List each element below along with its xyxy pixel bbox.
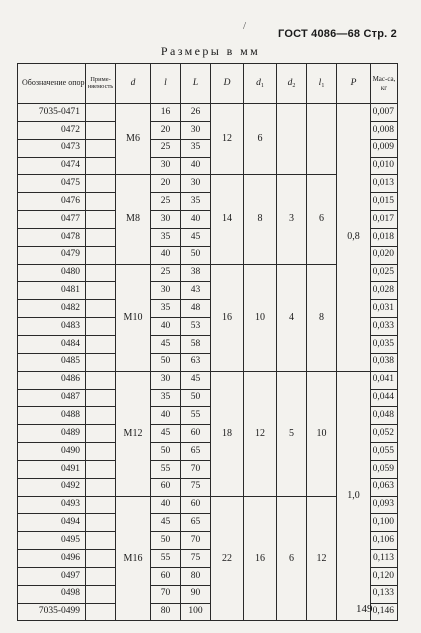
length-l-cell: 55 xyxy=(151,550,181,568)
designation-cell: 0480 xyxy=(18,264,86,282)
length-L-cell: 35 xyxy=(181,139,211,157)
col-L: L xyxy=(181,64,211,104)
mass-cell: 0,035 xyxy=(371,335,398,353)
length-L-cell: 50 xyxy=(181,246,211,264)
length-l-cell: 40 xyxy=(151,496,181,514)
designation-cell: 0486 xyxy=(18,371,86,389)
length-L-cell: 48 xyxy=(181,300,211,318)
application-cell xyxy=(86,264,116,282)
col-designation: Обозначение опор xyxy=(18,64,86,104)
mass-cell: 0,008 xyxy=(371,121,398,139)
designation-cell: 0483 xyxy=(18,318,86,336)
length-L-cell: 75 xyxy=(181,550,211,568)
application-cell xyxy=(86,532,116,550)
diameter-D-cell: 22 xyxy=(211,496,244,621)
length-L-cell: 30 xyxy=(181,121,211,139)
margin-mark: / xyxy=(243,20,247,32)
length-l-cell: 45 xyxy=(151,514,181,532)
application-cell xyxy=(86,139,116,157)
mass-cell: 0,100 xyxy=(371,514,398,532)
application-cell xyxy=(86,550,116,568)
designation-cell: 0490 xyxy=(18,443,86,461)
designation-cell: 0481 xyxy=(18,282,86,300)
standard-number: ГОСТ 4086—68 xyxy=(278,28,361,40)
mass-cell: 0,059 xyxy=(371,460,398,478)
application-cell xyxy=(86,443,116,461)
mass-cell: 0,013 xyxy=(371,175,398,193)
length-L-cell: 60 xyxy=(181,496,211,514)
col-d1: $d_1$ xyxy=(244,64,277,104)
col-l1: $l_1$ xyxy=(307,64,337,104)
length-l-cell: 40 xyxy=(151,246,181,264)
length-L-cell: 38 xyxy=(181,264,211,282)
diameter-D-cell: 14 xyxy=(211,175,244,264)
diameter-d1-cell: 6 xyxy=(244,104,277,175)
length-L-cell: 63 xyxy=(181,353,211,371)
thread-d-cell: M6 xyxy=(116,104,151,175)
length-l-cell: 20 xyxy=(151,175,181,193)
length-L-cell: 26 xyxy=(181,104,211,122)
length-l-cell: 30 xyxy=(151,211,181,229)
application-cell xyxy=(86,104,116,122)
col-D: D xyxy=(211,64,244,104)
col-P: P xyxy=(337,64,371,104)
mass-cell: 0,025 xyxy=(371,264,398,282)
mass-cell: 0,033 xyxy=(371,318,398,336)
application-cell xyxy=(86,585,116,603)
length-l-cell: 60 xyxy=(151,478,181,496)
page-number: 149 xyxy=(356,603,373,615)
mass-cell: 0,106 xyxy=(371,532,398,550)
mass-cell: 0,052 xyxy=(371,425,398,443)
application-cell xyxy=(86,211,116,229)
designation-cell: 0489 xyxy=(18,425,86,443)
length-L-cell: 80 xyxy=(181,567,211,585)
length-L-cell: 45 xyxy=(181,228,211,246)
designation-cell: 0478 xyxy=(18,228,86,246)
designation-cell: 0498 xyxy=(18,585,86,603)
designation-cell: 0479 xyxy=(18,246,86,264)
diameter-d2-cell: 3 xyxy=(277,175,307,264)
length-L-cell: 75 xyxy=(181,478,211,496)
length-L-cell: 43 xyxy=(181,282,211,300)
thread-d-cell: M8 xyxy=(116,175,151,264)
pitch-P-cell: 0,8 xyxy=(337,104,371,372)
application-cell xyxy=(86,603,116,621)
application-cell xyxy=(86,175,116,193)
application-cell xyxy=(86,460,116,478)
length-l-cell: 20 xyxy=(151,121,181,139)
length-L-cell: 55 xyxy=(181,407,211,425)
length-L-cell: 53 xyxy=(181,318,211,336)
designation-cell: 0493 xyxy=(18,496,86,514)
diameter-d2-cell: 6 xyxy=(277,496,307,621)
mass-cell: 0,007 xyxy=(371,104,398,122)
application-cell xyxy=(86,514,116,532)
application-cell xyxy=(86,478,116,496)
mass-cell: 0,031 xyxy=(371,300,398,318)
pitch-P-cell: 1,0 xyxy=(337,371,371,621)
mass-cell: 0,017 xyxy=(371,211,398,229)
length-l-cell: 45 xyxy=(151,425,181,443)
designation-cell: 0474 xyxy=(18,157,86,175)
mass-cell: 0,113 xyxy=(371,550,398,568)
mass-cell: 0,120 xyxy=(371,567,398,585)
table-title: Размеры в мм xyxy=(160,44,261,58)
designation-cell: 7035-0471 xyxy=(18,104,86,122)
length-L-cell: 58 xyxy=(181,335,211,353)
length-L-cell: 60 xyxy=(181,425,211,443)
diameter-d1-cell: 10 xyxy=(244,264,277,371)
length-L-cell: 65 xyxy=(181,443,211,461)
mass-cell: 0,146 xyxy=(371,603,398,621)
length-L-cell: 90 xyxy=(181,585,211,603)
thread-d-cell: M16 xyxy=(116,496,151,621)
designation-cell: 0472 xyxy=(18,121,86,139)
mass-cell: 0,038 xyxy=(371,353,398,371)
length-l1-cell: 8 xyxy=(307,264,337,371)
diameter-D-cell: 16 xyxy=(211,264,244,371)
length-l1-cell: 12 xyxy=(307,496,337,621)
length-l-cell: 35 xyxy=(151,228,181,246)
length-l-cell: 40 xyxy=(151,407,181,425)
length-L-cell: 40 xyxy=(181,211,211,229)
table-row xyxy=(18,104,398,122)
length-l-cell: 25 xyxy=(151,193,181,211)
designation-cell: 0477 xyxy=(18,211,86,229)
designation-cell: 0484 xyxy=(18,335,86,353)
col-d: d xyxy=(116,64,151,104)
length-l-cell: 50 xyxy=(151,353,181,371)
mass-cell: 0,009 xyxy=(371,139,398,157)
length-l-cell: 60 xyxy=(151,567,181,585)
diameter-D-cell: 18 xyxy=(211,371,244,496)
mass-cell: 0,015 xyxy=(371,193,398,211)
length-l1-cell: 6 xyxy=(307,175,337,264)
length-l-cell: 35 xyxy=(151,389,181,407)
application-cell xyxy=(86,567,116,585)
table-row xyxy=(18,371,398,389)
mass-cell: 0,018 xyxy=(371,228,398,246)
application-cell xyxy=(86,157,116,175)
length-l-cell: 16 xyxy=(151,104,181,122)
diameter-d2-cell xyxy=(277,104,307,175)
thread-d-cell: M12 xyxy=(116,371,151,496)
designation-cell: 0487 xyxy=(18,389,86,407)
mass-cell: 0,020 xyxy=(371,246,398,264)
length-L-cell: 100 xyxy=(181,603,211,621)
application-cell xyxy=(86,389,116,407)
col-l: l xyxy=(151,64,181,104)
diameter-d1-cell: 8 xyxy=(244,175,277,264)
length-L-cell: 40 xyxy=(181,157,211,175)
designation-cell: 0491 xyxy=(18,460,86,478)
application-cell xyxy=(86,335,116,353)
designation-cell: 0492 xyxy=(18,478,86,496)
length-l-cell: 45 xyxy=(151,335,181,353)
designation-cell: 0482 xyxy=(18,300,86,318)
col-application: Приме-няемость xyxy=(86,64,116,104)
application-cell xyxy=(86,282,116,300)
application-cell xyxy=(86,496,116,514)
length-L-cell: 50 xyxy=(181,389,211,407)
length-l-cell: 25 xyxy=(151,139,181,157)
designation-cell: 0494 xyxy=(18,514,86,532)
mass-cell: 0,048 xyxy=(371,407,398,425)
page-header xyxy=(278,28,397,40)
diameter-D-cell: 12 xyxy=(211,104,244,175)
length-L-cell: 35 xyxy=(181,193,211,211)
designation-cell: 7035-0499 xyxy=(18,603,86,621)
designation-cell: 0495 xyxy=(18,532,86,550)
mass-cell: 0,133 xyxy=(371,585,398,603)
length-L-cell: 45 xyxy=(181,371,211,389)
application-cell xyxy=(86,407,116,425)
mass-cell: 0,010 xyxy=(371,157,398,175)
designation-cell: 0496 xyxy=(18,550,86,568)
thread-d-cell: M10 xyxy=(116,264,151,371)
length-L-cell: 65 xyxy=(181,514,211,532)
diameter-d2-cell: 5 xyxy=(277,371,307,496)
header-row xyxy=(18,64,398,104)
application-cell xyxy=(86,371,116,389)
mass-cell: 0,093 xyxy=(371,496,398,514)
designation-cell: 0476 xyxy=(18,193,86,211)
designation-cell: 0488 xyxy=(18,407,86,425)
application-cell xyxy=(86,193,116,211)
length-l-cell: 30 xyxy=(151,282,181,300)
length-l-cell: 25 xyxy=(151,264,181,282)
length-l1-cell xyxy=(307,104,337,175)
application-cell xyxy=(86,246,116,264)
mass-cell: 0,063 xyxy=(371,478,398,496)
length-l-cell: 55 xyxy=(151,460,181,478)
length-l1-cell: 10 xyxy=(307,371,337,496)
length-L-cell: 70 xyxy=(181,532,211,550)
designation-cell: 0497 xyxy=(18,567,86,585)
application-cell xyxy=(86,425,116,443)
mass-cell: 0,041 xyxy=(371,371,398,389)
mass-cell: 0,044 xyxy=(371,389,398,407)
diameter-d1-cell: 12 xyxy=(244,371,277,496)
length-l-cell: 70 xyxy=(151,585,181,603)
length-l-cell: 35 xyxy=(151,300,181,318)
application-cell xyxy=(86,300,116,318)
col-mass: Мас-са, кг xyxy=(371,64,398,104)
designation-cell: 0473 xyxy=(18,139,86,157)
length-l-cell: 50 xyxy=(151,443,181,461)
length-l-cell: 30 xyxy=(151,157,181,175)
application-cell xyxy=(86,121,116,139)
page-label: Стр. 2 xyxy=(363,28,397,40)
col-d2: $d_2$ xyxy=(277,64,307,104)
designation-cell: 0475 xyxy=(18,175,86,193)
length-L-cell: 30 xyxy=(181,175,211,193)
length-l-cell: 80 xyxy=(151,603,181,621)
mass-cell: 0,028 xyxy=(371,282,398,300)
length-l-cell: 40 xyxy=(151,318,181,336)
length-l-cell: 30 xyxy=(151,371,181,389)
diameter-d2-cell: 4 xyxy=(277,264,307,371)
designation-cell: 0485 xyxy=(18,353,86,371)
application-cell xyxy=(86,228,116,246)
length-L-cell: 70 xyxy=(181,460,211,478)
application-cell xyxy=(86,353,116,371)
dimensions-table xyxy=(17,63,398,621)
application-cell xyxy=(86,318,116,336)
length-l-cell: 50 xyxy=(151,532,181,550)
diameter-d1-cell: 16 xyxy=(244,496,277,621)
mass-cell: 0,055 xyxy=(371,443,398,461)
